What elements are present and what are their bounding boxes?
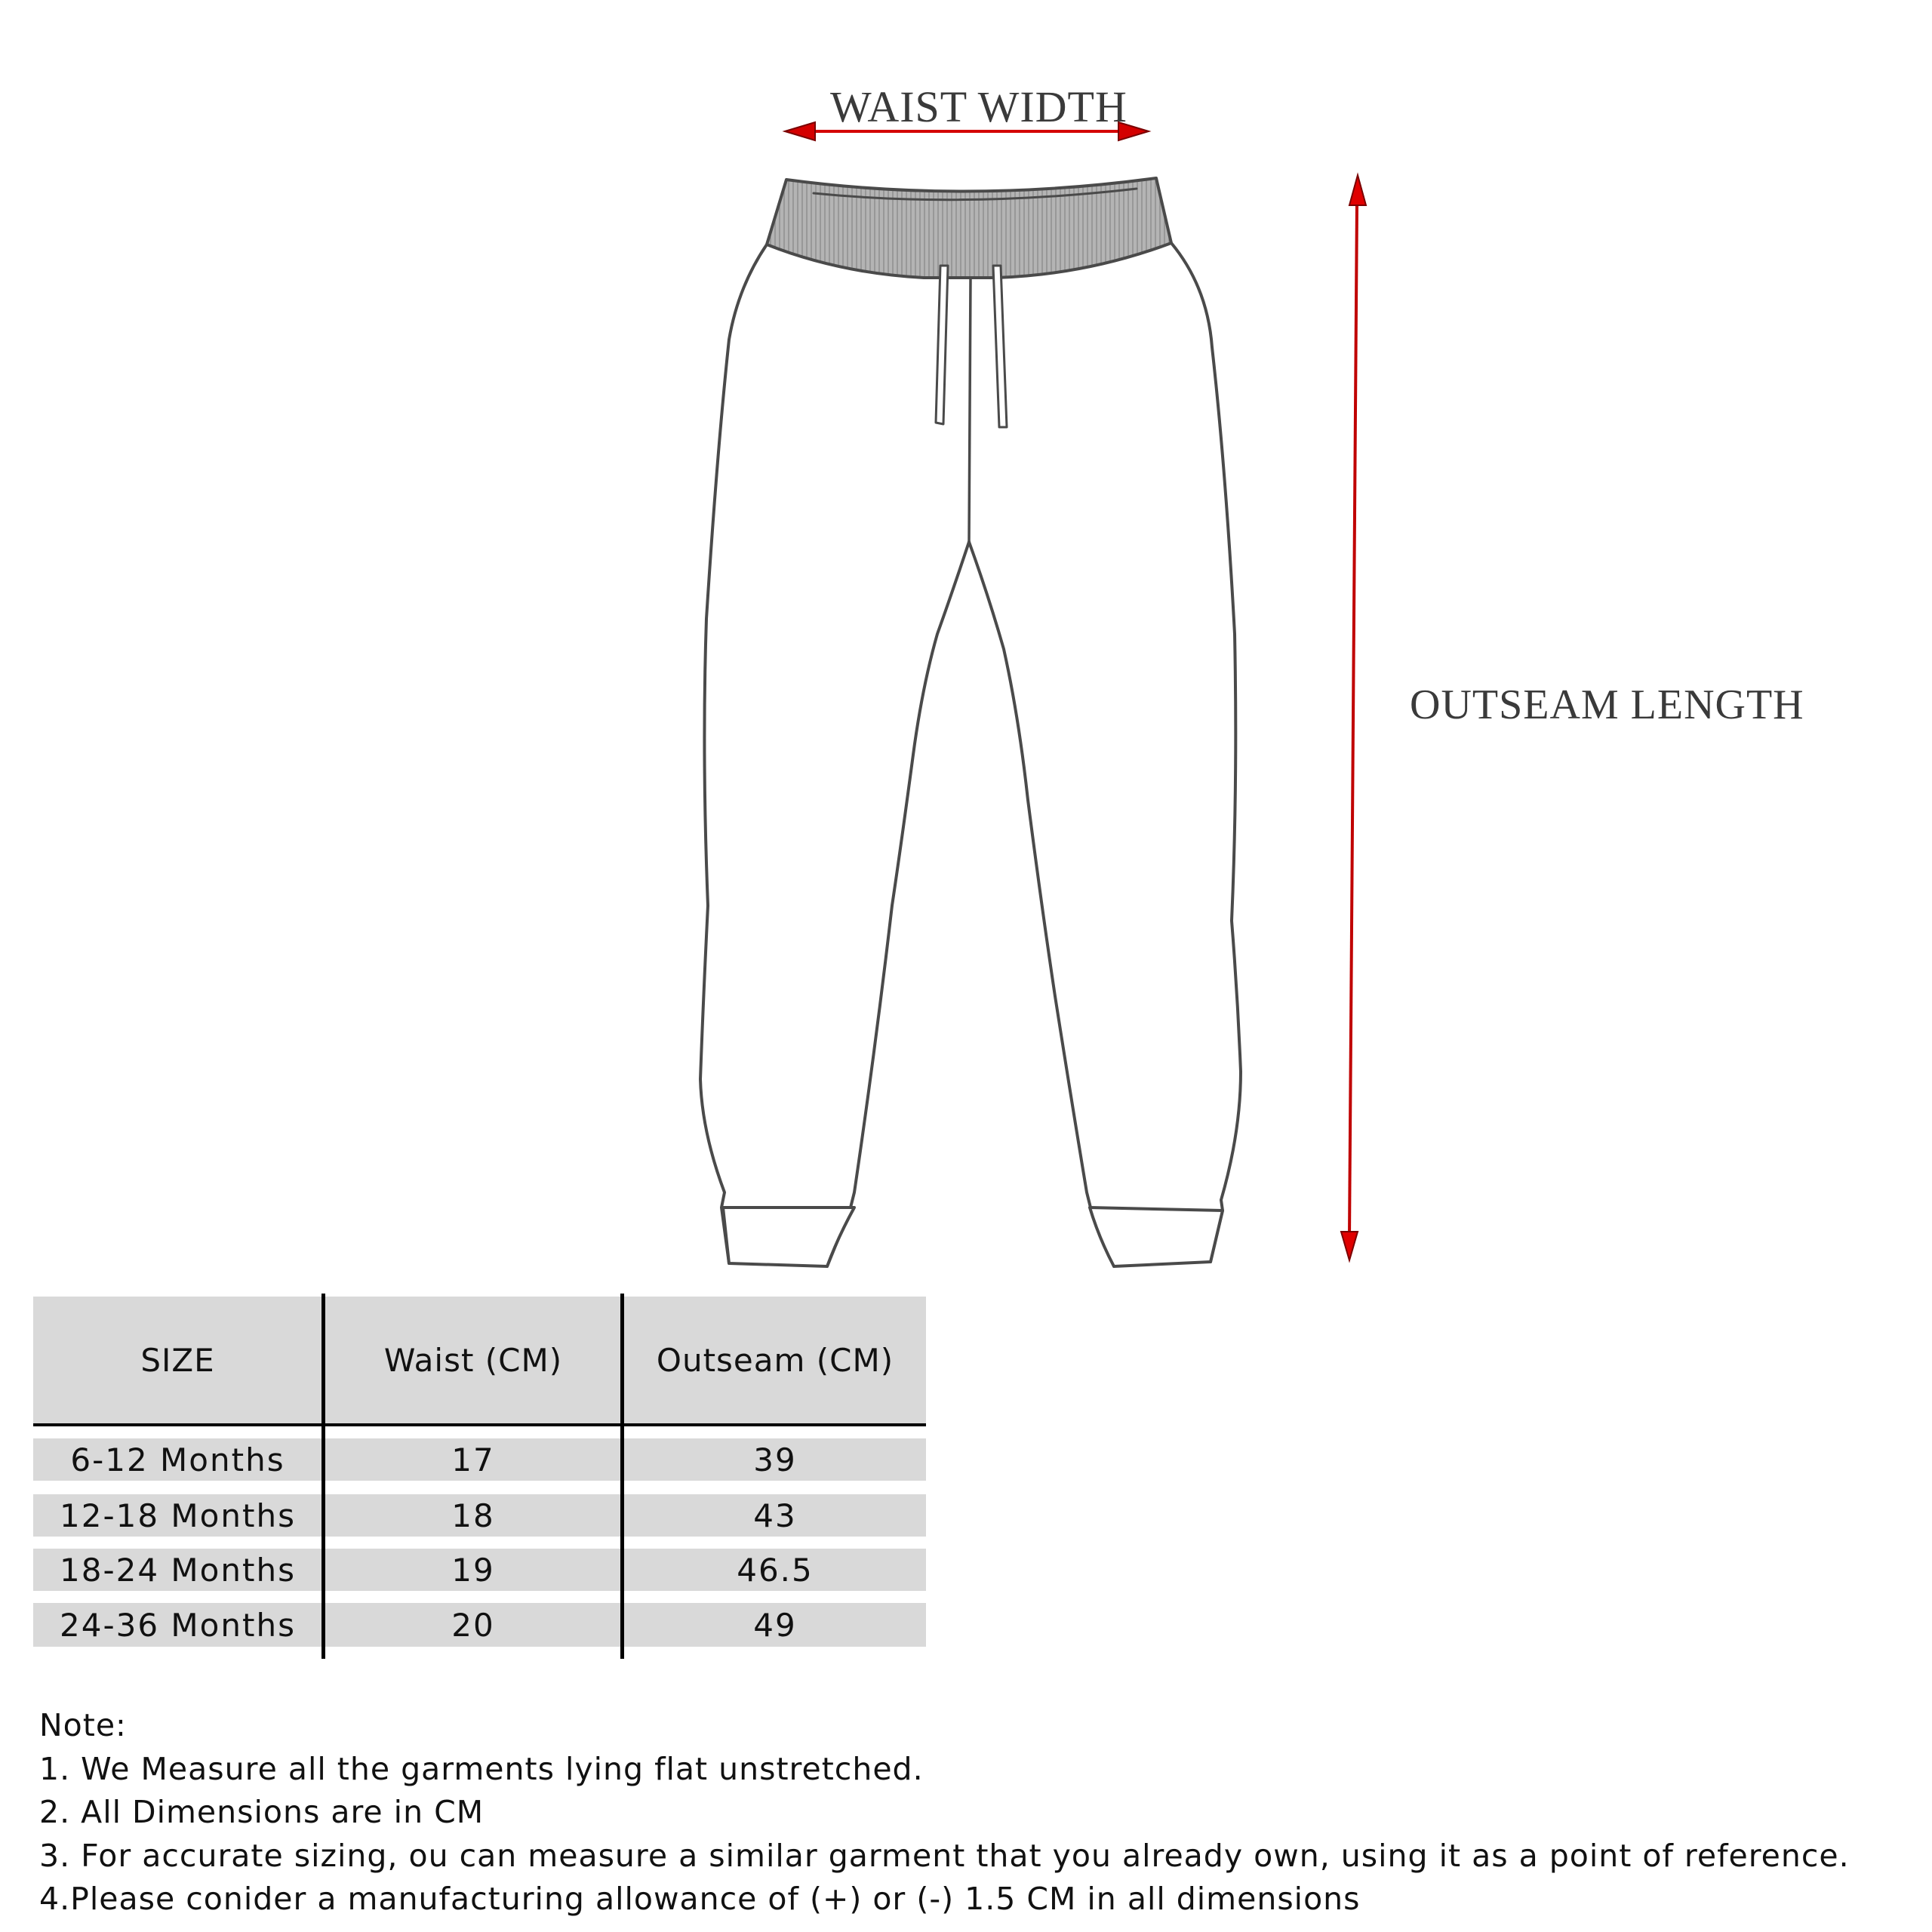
- table-cell-outseam: [624, 1549, 926, 1591]
- pants-outline: [700, 178, 1241, 1266]
- table-cell-size: [33, 1438, 322, 1481]
- table-cell-waist: [325, 1438, 621, 1481]
- table-cell-outseam: [624, 1438, 926, 1481]
- table-cell-size: [33, 1603, 322, 1647]
- cell-text: 46.5: [737, 1551, 814, 1589]
- header-label: SIZE: [140, 1341, 215, 1379]
- table-cell-waist: [325, 1603, 621, 1647]
- outseam-length-label: OUTSEAM LENGTH: [1410, 681, 1804, 728]
- note-item: 2. All Dimensions are in CM: [39, 1794, 485, 1830]
- waistband: [767, 178, 1171, 278]
- table-cell-size: [33, 1549, 322, 1591]
- table-cell-waist: [325, 1494, 621, 1537]
- table-header-waist: [325, 1297, 621, 1423]
- cell-text: 17: [451, 1441, 495, 1478]
- cell-text: 18-24 Months: [60, 1551, 296, 1589]
- table-header-size: [33, 1297, 322, 1423]
- cell-text: 18: [451, 1497, 495, 1534]
- cell-text: 12-18 Months: [60, 1497, 296, 1534]
- outseam-length-arrow: [1341, 175, 1366, 1260]
- table-cell-waist: [325, 1549, 621, 1591]
- cell-text: 20: [451, 1606, 495, 1644]
- table-cell-size: [33, 1494, 322, 1537]
- cell-text: 49: [753, 1606, 797, 1644]
- cell-text: 6-12 Months: [70, 1441, 285, 1478]
- waist-width-label: WAIST WIDTH: [830, 82, 1128, 131]
- note-item: 4.Please conider a manufacturing allowance of (+) or (-) 1.5 CM in all dimensions: [39, 1881, 1361, 1917]
- table-cell-outseam: [624, 1494, 926, 1537]
- cell-text: 43: [753, 1497, 797, 1534]
- note-item: 3. For accurate sizing, ou can measure a similar garment that you already own, using it as a point of reference.: [39, 1837, 1850, 1874]
- notes-block: [39, 1704, 1850, 1921]
- table-cell-outseam: [624, 1603, 926, 1647]
- table-header-outseam: [624, 1297, 926, 1423]
- cell-text: 39: [753, 1441, 797, 1478]
- notes-title: Note:: [39, 1707, 127, 1743]
- cell-text: 19: [451, 1551, 495, 1589]
- header-label: Waist (CM): [383, 1341, 563, 1379]
- header-label: Outseam (CM): [656, 1341, 894, 1379]
- cell-text: 24-36 Months: [60, 1606, 296, 1644]
- note-item: 1. We Measure all the garments lying flat unstretched.: [39, 1750, 924, 1787]
